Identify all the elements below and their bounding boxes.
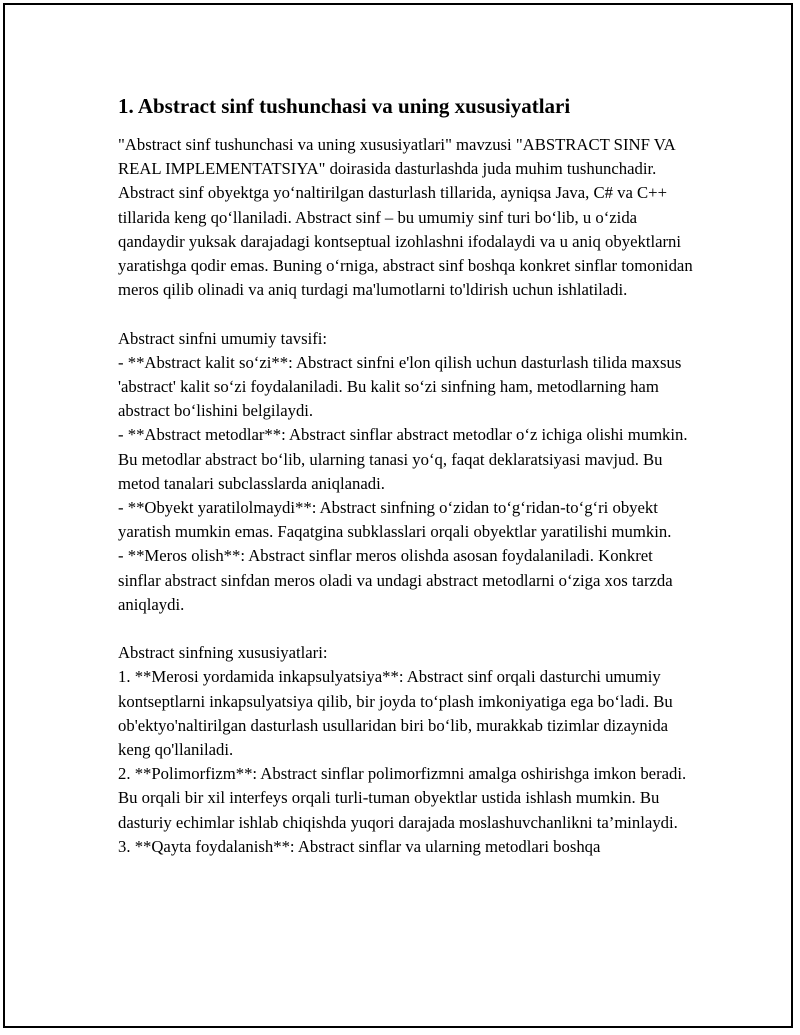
list-item: - **Meros olish**: Abstract sinflar meros olishda asosan foydalaniladi. Konkret sinflar abstract sinfdan meros oladi va undagi abstract metodlarni o‘ziga xos tarzda aniqlaydi. [118,546,673,614]
document-body [118,92,693,859]
list-item: 2. **Polimorfizm**: Abstract sinflar polimorfizmni amalga oshirishga imkon beradi. Bu orqali bir xil interfeys orqali turli-tuman obyektlar ustida ishlash mumkin. Bu dasturiy echimlar ishlab chiqishda yuqori darajada moslashuvchanlikni ta’minlaydi. [118,764,687,832]
list-item: - **Obyekt yaratilolmaydi**: Abstract sinfning o‘zidan to‘g‘ridan-to‘g‘ri obyekt yaratish mumkin emas. Faqatgina subklasslari orqali obyektlar yaratilishi mumkin. [118,498,672,542]
section-heading: 1. Abstract sinf tushunchasi va uning xususiyatlari [118,94,571,118]
intro-paragraph: "Abstract sinf tushunchasi va uning xususiyatlari" mavzusi "ABSTRACT SINF VA REAL IMPLEMENTATSIYA" doirasida dasturlashda juda muhim tushunchadir. Abstract sinf obyektga yo‘naltirilgan dasturlash tillarida, ayniqsa Java, C# va C++ tillarida keng qo‘llaniladi. Abstract sinf – bu umumiy sinf turi bo‘lib, u o‘zida qandaydir yuksak darajadagi kontseptual izohlashni ifodalaydi va u aniq obyektlarni yaratishga qodir emas. Buning o‘rniga, abstract sinf boshqa konkret sinflar tomonidan meros qilib olinadi va aniq turdagi ma'lumotlarni to'ldirish uchun ishlatiladi. [118,135,693,300]
paragraph-gap [118,617,693,641]
list-item: - **Abstract kalit so‘zi**: Abstract sinfni e'lon qilish uchun dasturlash tilida maxsus 'abstract' kalit so‘zi foydalaniladi. Bu kalit so‘zi sinfning ham, metodlarning ham abstract bo‘lishini belgilaydi. [118,352,682,421]
list-item: - **Abstract metodlar**: Abstract sinflar abstract metodlar o‘z ichiga olishi mumkin. Bu metodlar abstract bo‘lib, ularning tanasi yo‘q, faqat deklaratsiyasi mavjud. Bu metod tanalari subclasslarda aniqlanadi. [118,425,688,493]
features-section-title: Abstract sinfning xususiyatlari: [118,643,328,663]
paragraph-gap [118,302,693,326]
general-section-title: Abstract sinfni umumiy tavsifi: [118,328,328,348]
list-item: 3. **Qayta foydalanish**: Abstract sinflar va ularning metodlari boshqa [118,836,601,856]
list-item: 1. **Merosi yordamida inkapsulyatsiya**: Abstract sinf orqali dasturchi umumiy kontseptlarni inkapsulyatsiya qilib, bir joyda to‘plash imkoniyatiga ega bo‘ladi. Bu ob'ektyo'naltirilgan dasturlash usullaridan biri bo‘lib, murakkab tizimlar dizaynida keng qo'llaniladi. [118,667,673,760]
